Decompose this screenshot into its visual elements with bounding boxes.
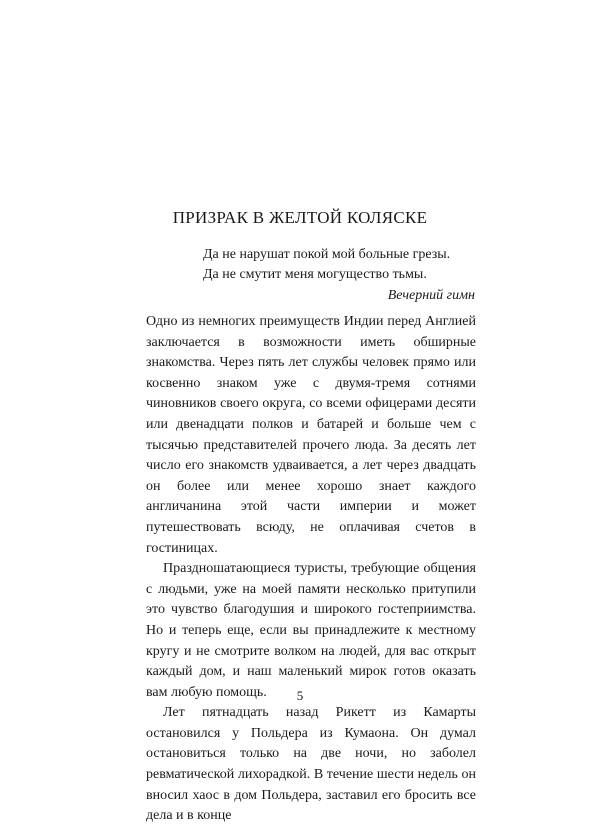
paragraph: Лет пятнадцать назад Рикетт из Камарты остановился у Польдера из Кумаона. Он думал остановиться только на две ночи, но заболел ревматической лихорадкой. В течение шести недель он вносил хаос в дом Польдера, заставил его бросить все дела и в конце	[146, 705, 476, 824]
page-number: 5	[296, 688, 304, 703]
epigraph-line: Да не нарушат покой мой больные грезы.	[203, 247, 451, 262]
paragraph: Одно из немногих преимуществ Индии перед Англией заключается в возможности иметь обширные знакомства. Через пять лет службы человек прямо или косвенно знаком уже с двумя-тремя сотнями чиновников своего округа, со всеми офицерами десяти или двенадцати полков и батарей и больше чем с тысячью представителей прочего люда. За десять лет число его знакомств удваивается, а лет через двадцать он более или менее хорошо знает каждого англичанина этой части империи и может путешествовать всюду, не оплачивая счетов в гостиницах.	[146, 314, 476, 556]
epigraph-source: Вечерний гимн	[387, 288, 475, 303]
epigraph-line: Да не смутит меня могущество тьмы.	[203, 267, 427, 282]
epigraph	[203, 245, 475, 306]
paragraph: Праздношатающиеся туристы, требующие общения с людьми, уже на моей памяти несколько притупили это чувство благодушия и широкого гостеприимства. Но и теперь еще, если вы принадлежите к местному кругу и не смотрите волком на людей, для вас открыт каждый дом, и наш маленький мирок готов оказать вам любую помощь.	[146, 561, 476, 700]
chapter-title: ПРИЗРАК В ЖЕЛТОЙ КОЛЯСКЕ	[172, 208, 428, 227]
